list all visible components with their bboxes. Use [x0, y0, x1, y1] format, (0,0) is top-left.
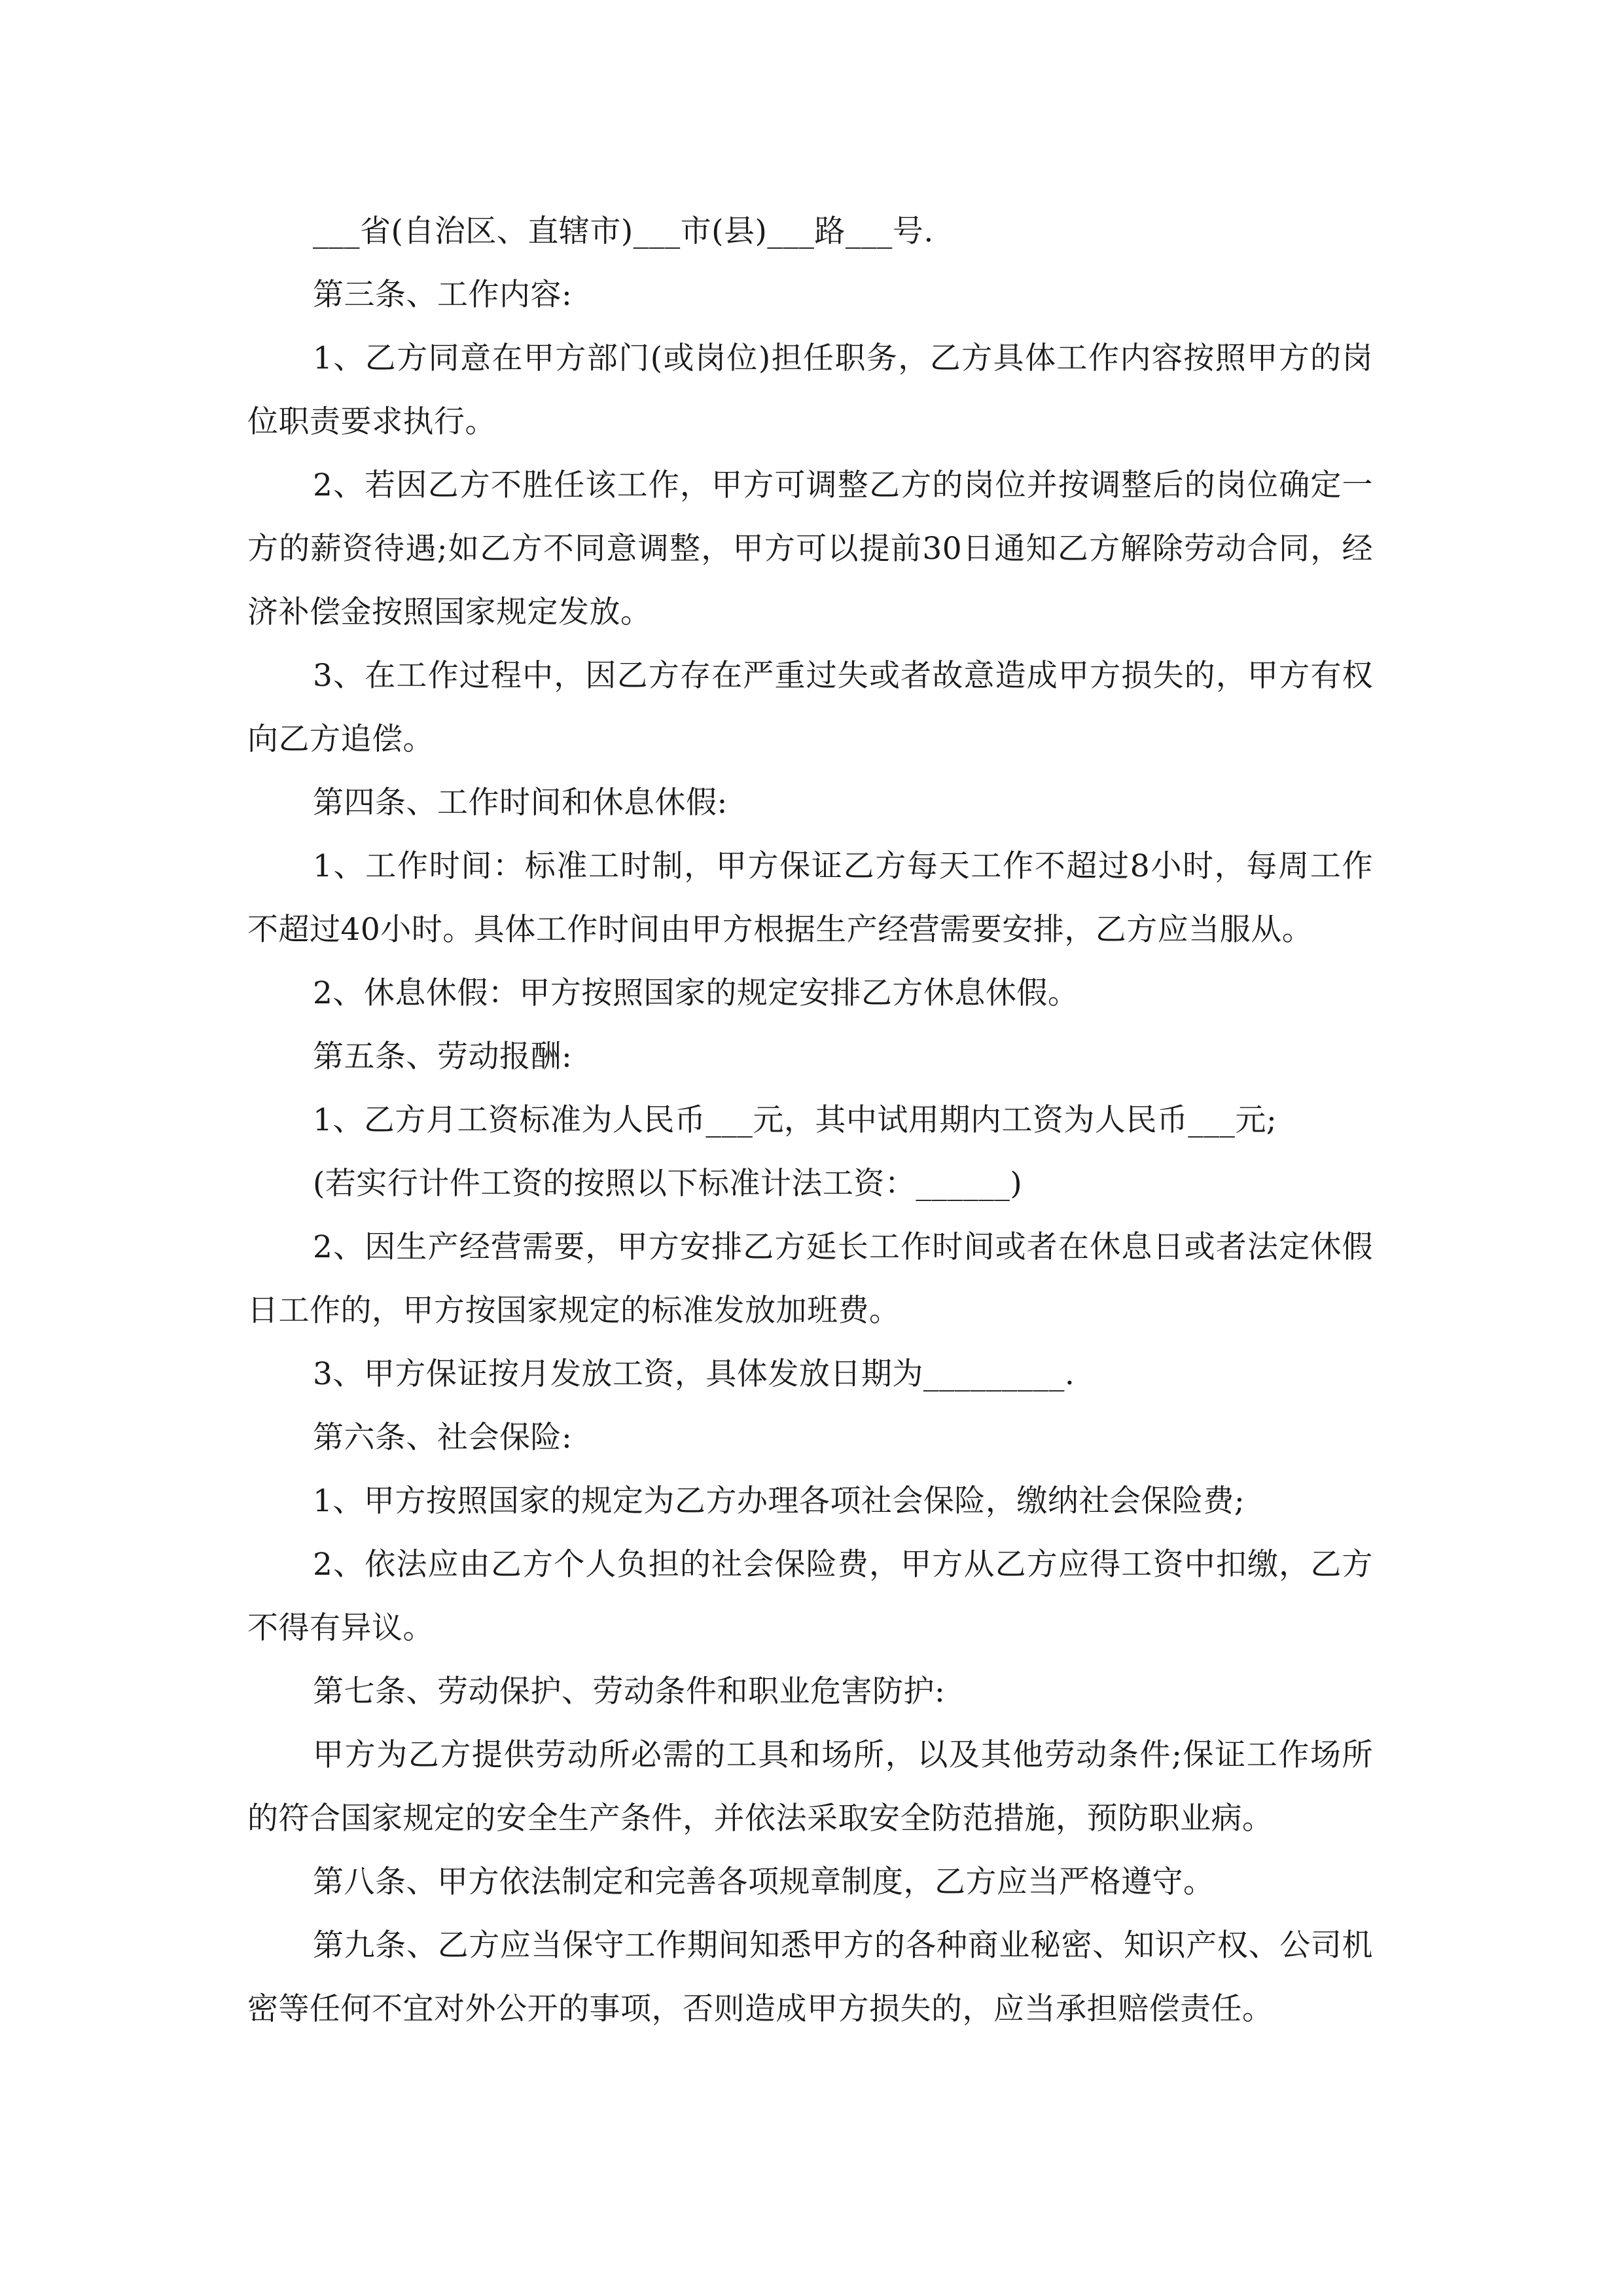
paragraph-article-9: 第九条、乙方应当保守工作期间知悉甲方的各种商业秘密、知识产权、公司机密等任何不宜对外公开的事项，否则造成甲方损失的，应当承担赔偿责任。	[247, 1928, 1373, 2027]
paragraph-5-3: 3、甲方保证按月发放工资，具体发放日期为_________.	[313, 1356, 1075, 1392]
paragraph-3-3: 3、在工作过程中，因乙方存在严重过失或者故意造成甲方损失的，甲方有权向乙方追偿。	[247, 658, 1373, 757]
heading-article-7: 第七条、劳动保护、劳动条件和职业危害防护:	[313, 1674, 946, 1710]
paragraph-4-1: 1、工作时间：标准工时制，甲方保证乙方每天工作不超过8小时，每周工作不超过40小时。具体工作时间由甲方根据生产经营需要安排，乙方应当服从。	[247, 848, 1373, 948]
paragraph-6-1: 1、甲方按照国家的规定为乙方办理各项社会保险，缴纳社会保险费;	[313, 1483, 1245, 1519]
paragraph-5-2: 2、因生产经营需要，甲方安排乙方延长工作时间或者在休息日或者法定休假日工作的，甲方按国家规定的标准发放加班费。	[247, 1229, 1373, 1329]
heading-article-3: 第三条、工作内容:	[313, 277, 573, 313]
paragraph-4-2: 2、休息休假：甲方按照国家的规定安排乙方休息休假。	[313, 975, 1079, 1011]
heading-article-4: 第四条、工作时间和休息休假:	[313, 785, 728, 821]
heading-article-5: 第五条、劳动报酬:	[313, 1039, 573, 1075]
paragraph-6-2: 2、依法应由乙方个人负担的社会保险费，甲方从乙方应得工资中扣缴，乙方不得有异议。	[247, 1547, 1373, 1646]
heading-article-6: 第六条、社会保险:	[313, 1420, 573, 1456]
paragraph-5-1: 1、乙方月工资标准为人民币___元，其中试用期内工资为人民币___元;	[313, 1102, 1277, 1138]
paragraph-7-body: 甲方为乙方提供劳动所必需的工具和场所，以及其他劳动条件;保证工作场所的符合国家规定的安全生产条件，并依法采取安全防范措施，预防职业病。	[247, 1737, 1373, 1837]
paragraph-article-8: 第八条、甲方依法制定和完善各项规章制度，乙方应当严格遵守。	[313, 1864, 1215, 1900]
paragraph-3-1: 1、乙方同意在甲方部门(或岗位)担任职务，乙方具体工作内容按照甲方的岗位职责要求执行。	[247, 340, 1373, 440]
paragraph-3-2: 2、若因乙方不胜任该工作，甲方可调整乙方的岗位并按调整后的岗位确定一方的薪资待遇;如乙方不同意调整，甲方可以提前30日通知乙方解除劳动合同，经济补偿金按照国家规定发放。	[247, 467, 1373, 630]
paragraph-address: ___省(自治区、直辖市)___市(县)___路___号.	[313, 213, 934, 249]
paragraph-5-note: (若实行计件工资的按照以下标准计法工资：______)	[313, 1166, 1023, 1202]
